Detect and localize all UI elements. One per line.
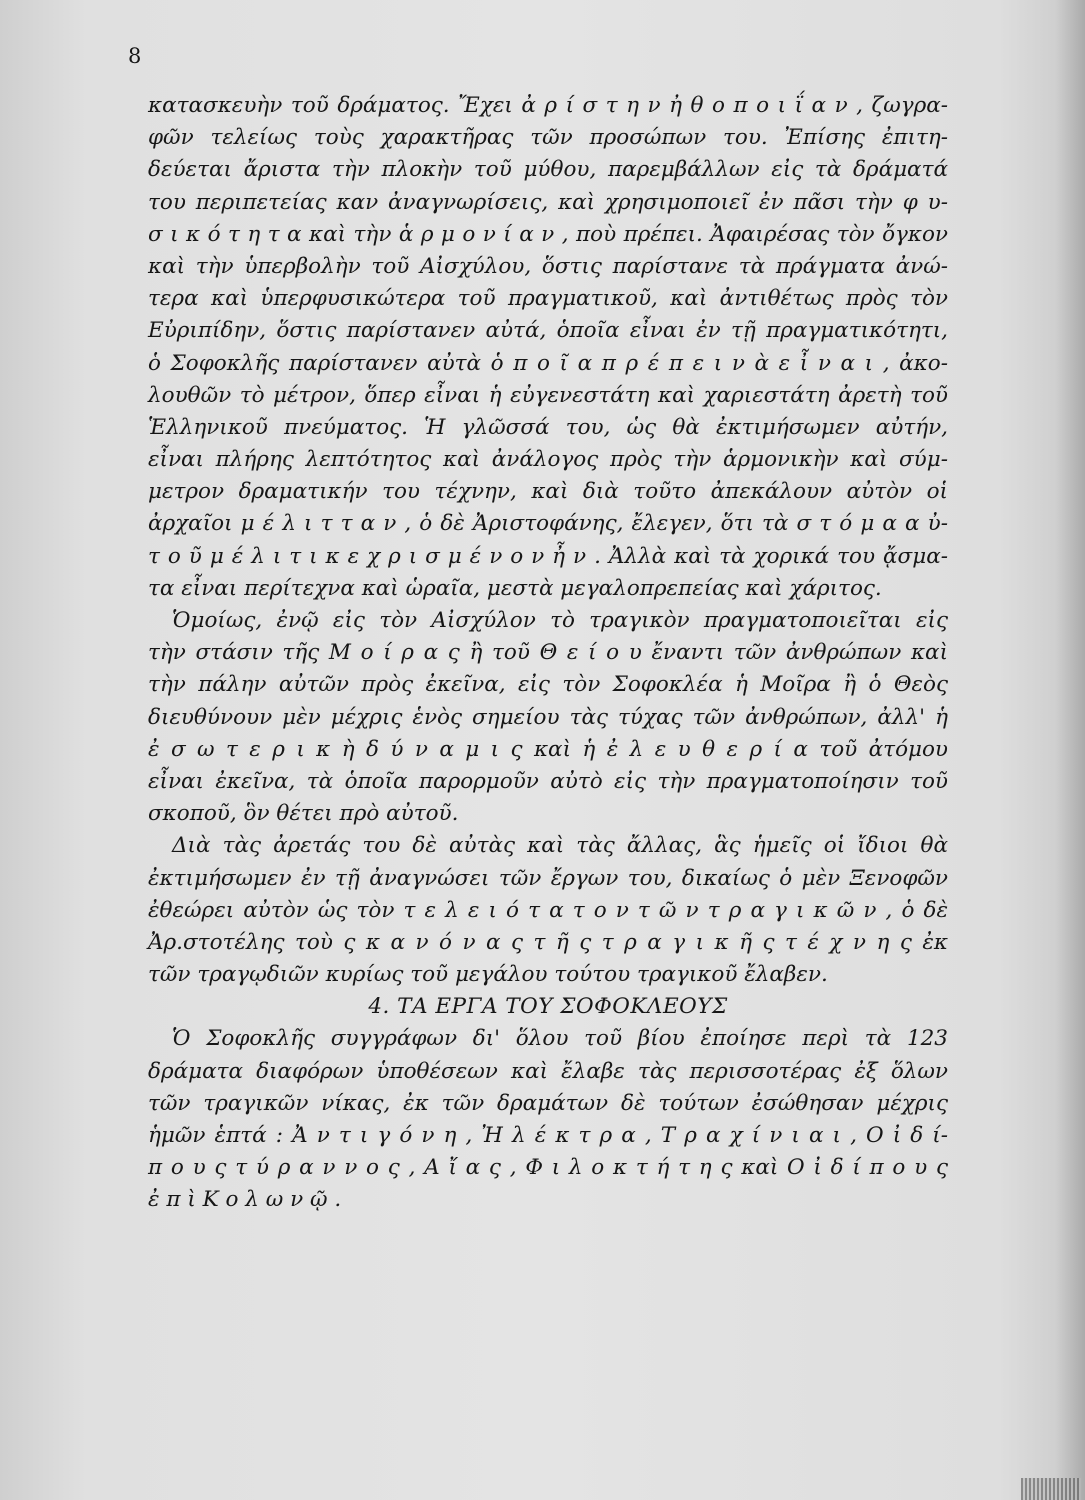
text-line: εἶναι πλήρης λεπτότητος καὶ ἀνάλογος πρὸς τὴν ἁρμονικὴν καὶ σύμ- xyxy=(148,447,948,473)
text-line: τα εἶναι περίτεχνα καὶ ὡραῖα, μεστὰ μεγαλοπρεπείας καὶ χάριτος. xyxy=(148,575,882,601)
text-line: καὶ τὴν ὑπερβολὴν τοῦ Αἰσχύλου, ὅστις παρίστανε τὰ πράγματα ἀνώ- xyxy=(148,253,948,279)
text-line: του περιπετείας καν ἀναγνωρίσεις, καὶ χρησιμοποιεῖ ἐν πᾶσι τὴν φ υ- xyxy=(148,189,948,215)
text-line: τὴν πάλην αὐτῶν πρὸς ἐκεῖνα, εἰς τὸν Σοφοκλέα ἡ Μοῖρα ἢ ὁ Θεὸς xyxy=(148,672,948,698)
text-line: Ἑλληνικοῦ πνεύματος. Ἡ γλῶσσά του, ὡς θὰ ἐκτιμήσωμεν αὐτήν, xyxy=(148,414,948,440)
text-line: τῶν τραγῳδιῶν κυρίως τοῦ μεγάλου τούτου τραγικοῦ ἔλαβεν. xyxy=(148,962,828,988)
text-line: τερα καὶ ὑπερφυσικώτερα τοῦ πραγματικοῦ, καὶ ἀντιθέτως πρὸς τὸν xyxy=(148,286,948,312)
text-line: Ἀρ.στοτέλης τοὺ ς κ α ν ό ν α ς τ ῆ ς τ ρ α γ ι κ ῆ ς τ έ χ ν η ς ἐκ xyxy=(148,929,948,955)
text-line: τῶν τραγικῶν νίκας, ἐκ τῶν δραμάτων δὲ τούτων ἐσώθησαν μέχρις xyxy=(148,1090,948,1116)
text-line: τὴν στάσιν τῆς Μ ο ί ρ α ς ἢ τοῦ Θ ε ί ο υ ἔναντι τῶν ἀνθρώπων καὶ xyxy=(148,640,948,666)
text-line: δεύεται ἄριστα τὴν πλοκὴν τοῦ μύθου, παρεμβάλλων εἰς τὰ δράματά xyxy=(148,157,948,183)
text-line: ἀρχαῖοι μ έ λ ι τ τ α ν , ὁ δὲ Ἀριστοφάνης, ἔλεγεν, ὅτι τὰ σ τ ό μ α α ὐ- xyxy=(148,511,948,537)
text-line: Εὐριπίδην, ὅστις παρίστανεν αὐτά, ὁποῖα εἶναι ἐν τῇ πραγματικότητι, xyxy=(148,318,948,344)
text-line: ἐκτιμήσωμεν ἐν τῇ ἀναγνώσει τῶν ἔργων του, δικαίως ὁ μὲν Ξενοφῶν xyxy=(148,865,948,891)
text-line: Διὰ τὰς ἀρετάς του δὲ αὐτὰς καὶ τὰς ἄλλας, ἃς ἡμεῖς οἱ ἴδιοι θὰ xyxy=(172,833,948,859)
text-line: τ ο ῦ μ έ λ ι τ ι κ ε χ ρ ι σ μ έ ν ο ν ἦ ν . Ἀλλὰ καὶ τὰ χορικά του ᾄσμα- xyxy=(148,543,948,569)
text-line: δράματα διαφόρων ὑποθέσεων καὶ ἔλαβε τὰς περισσοτέρας ἐξ ὅλων xyxy=(148,1058,948,1084)
text-line: σ ι κ ό τ η τ α καὶ τὴν ἁ ρ μ ο ν ί α ν , ποὺ πρέπει. Ἀφαιρέσας τὸν ὄγκον xyxy=(148,221,948,247)
text-line: σκοποῦ, ὃν θέτει πρὸ αὐτοῦ. xyxy=(148,801,459,827)
text-line: Ὁμοίως, ἐνῷ εἰς τὸν Αἰσχύλον τὸ τραγικὸν πραγματοποιεῖται εἰς xyxy=(172,608,948,633)
body-text xyxy=(148,90,948,1217)
text-line: ἡμῶν ἑπτά : Ἀ ν τ ι γ ό ν η , Ἠ λ έ κ τ ρ α , Τ ρ α χ ί ν ι α ι , Ο ἰ δ ί- xyxy=(148,1123,948,1148)
text-line: μετρον δραματικήν του τέχνην, καὶ διὰ τοῦτο ἀπεκάλουν αὐτὸν οἱ xyxy=(148,479,948,505)
page-edge-shadow xyxy=(1055,0,1085,1500)
text-line: λουθῶν τὸ μέτρον, ὅπερ εἶναι ἡ εὐγενεστάτη καὶ χαριεστάτη ἀρετὴ τοῦ xyxy=(148,382,948,408)
text-line: π ο υ ς τ ύ ρ α ν ν ο ς , Α ἴ α ς , Φ ι λ ο κ τ ή τ η ς καὶ Ο ἰ δ ί π ο υ ς xyxy=(148,1155,948,1181)
text-line: φῶν τελείως τοὺς χαρακτῆρας τῶν προσώπων του. Ἐπίσης ἐπιτη- xyxy=(148,125,948,151)
text-line: ἐ σ ω τ ε ρ ι κ ὴ δ ύ ν α μ ι ς καὶ ἡ ἐ λ ε υ θ ε ρ ί α τοῦ ἀτόμου xyxy=(148,736,948,762)
text-line: Ὁ Σοφοκλῆς συγγράφων δι' ὅλου τοῦ βίου ἐποίησε περὶ τὰ 123 xyxy=(172,1026,948,1052)
text-line: ἐ π ὶ Κ ο λ ω ν ῷ . xyxy=(148,1187,342,1213)
page-number: 8 xyxy=(128,44,142,68)
text-line: διευθύνουν μὲν μέχρις ἑνὸς σημείου τὰς τύχας τῶν ἀνθρώπων, ἀλλ' ἡ xyxy=(148,704,948,730)
text-line: εἶναι ἐκεῖνα, τὰ ὁποῖα παρορμοῦν αὐτὸ εἰς τὴν πραγματοποίησιν τοῦ xyxy=(148,768,948,794)
section-heading: 4. ΤΑ ΕΡΓΑ ΤΟΥ ΣΟΦΟΚΛΕΟΥΣ xyxy=(368,994,728,1020)
scan-edge-mark xyxy=(1021,1478,1081,1500)
text-line: ὁ Σοφοκλῆς παρίστανεν αὐτὰ ὁ π ο ῖ α π ρ έ π ε ι ν ὰ ε ἶ ν α ι , ἀκο- xyxy=(148,350,948,376)
text-line: κατασκευὴν τοῦ δράματος. Ἔχει ἀ ρ ί σ τ η ν ἠ θ ο π ο ι ΐ α ν , ζωγρα- xyxy=(148,93,948,118)
text-line: ἐθεώρει αὐτὸν ὡς τὸν τ ε λ ε ι ό τ α τ ο ν τ ῶ ν τ ρ α γ ι κ ῶ ν , ὁ δὲ xyxy=(148,897,948,923)
